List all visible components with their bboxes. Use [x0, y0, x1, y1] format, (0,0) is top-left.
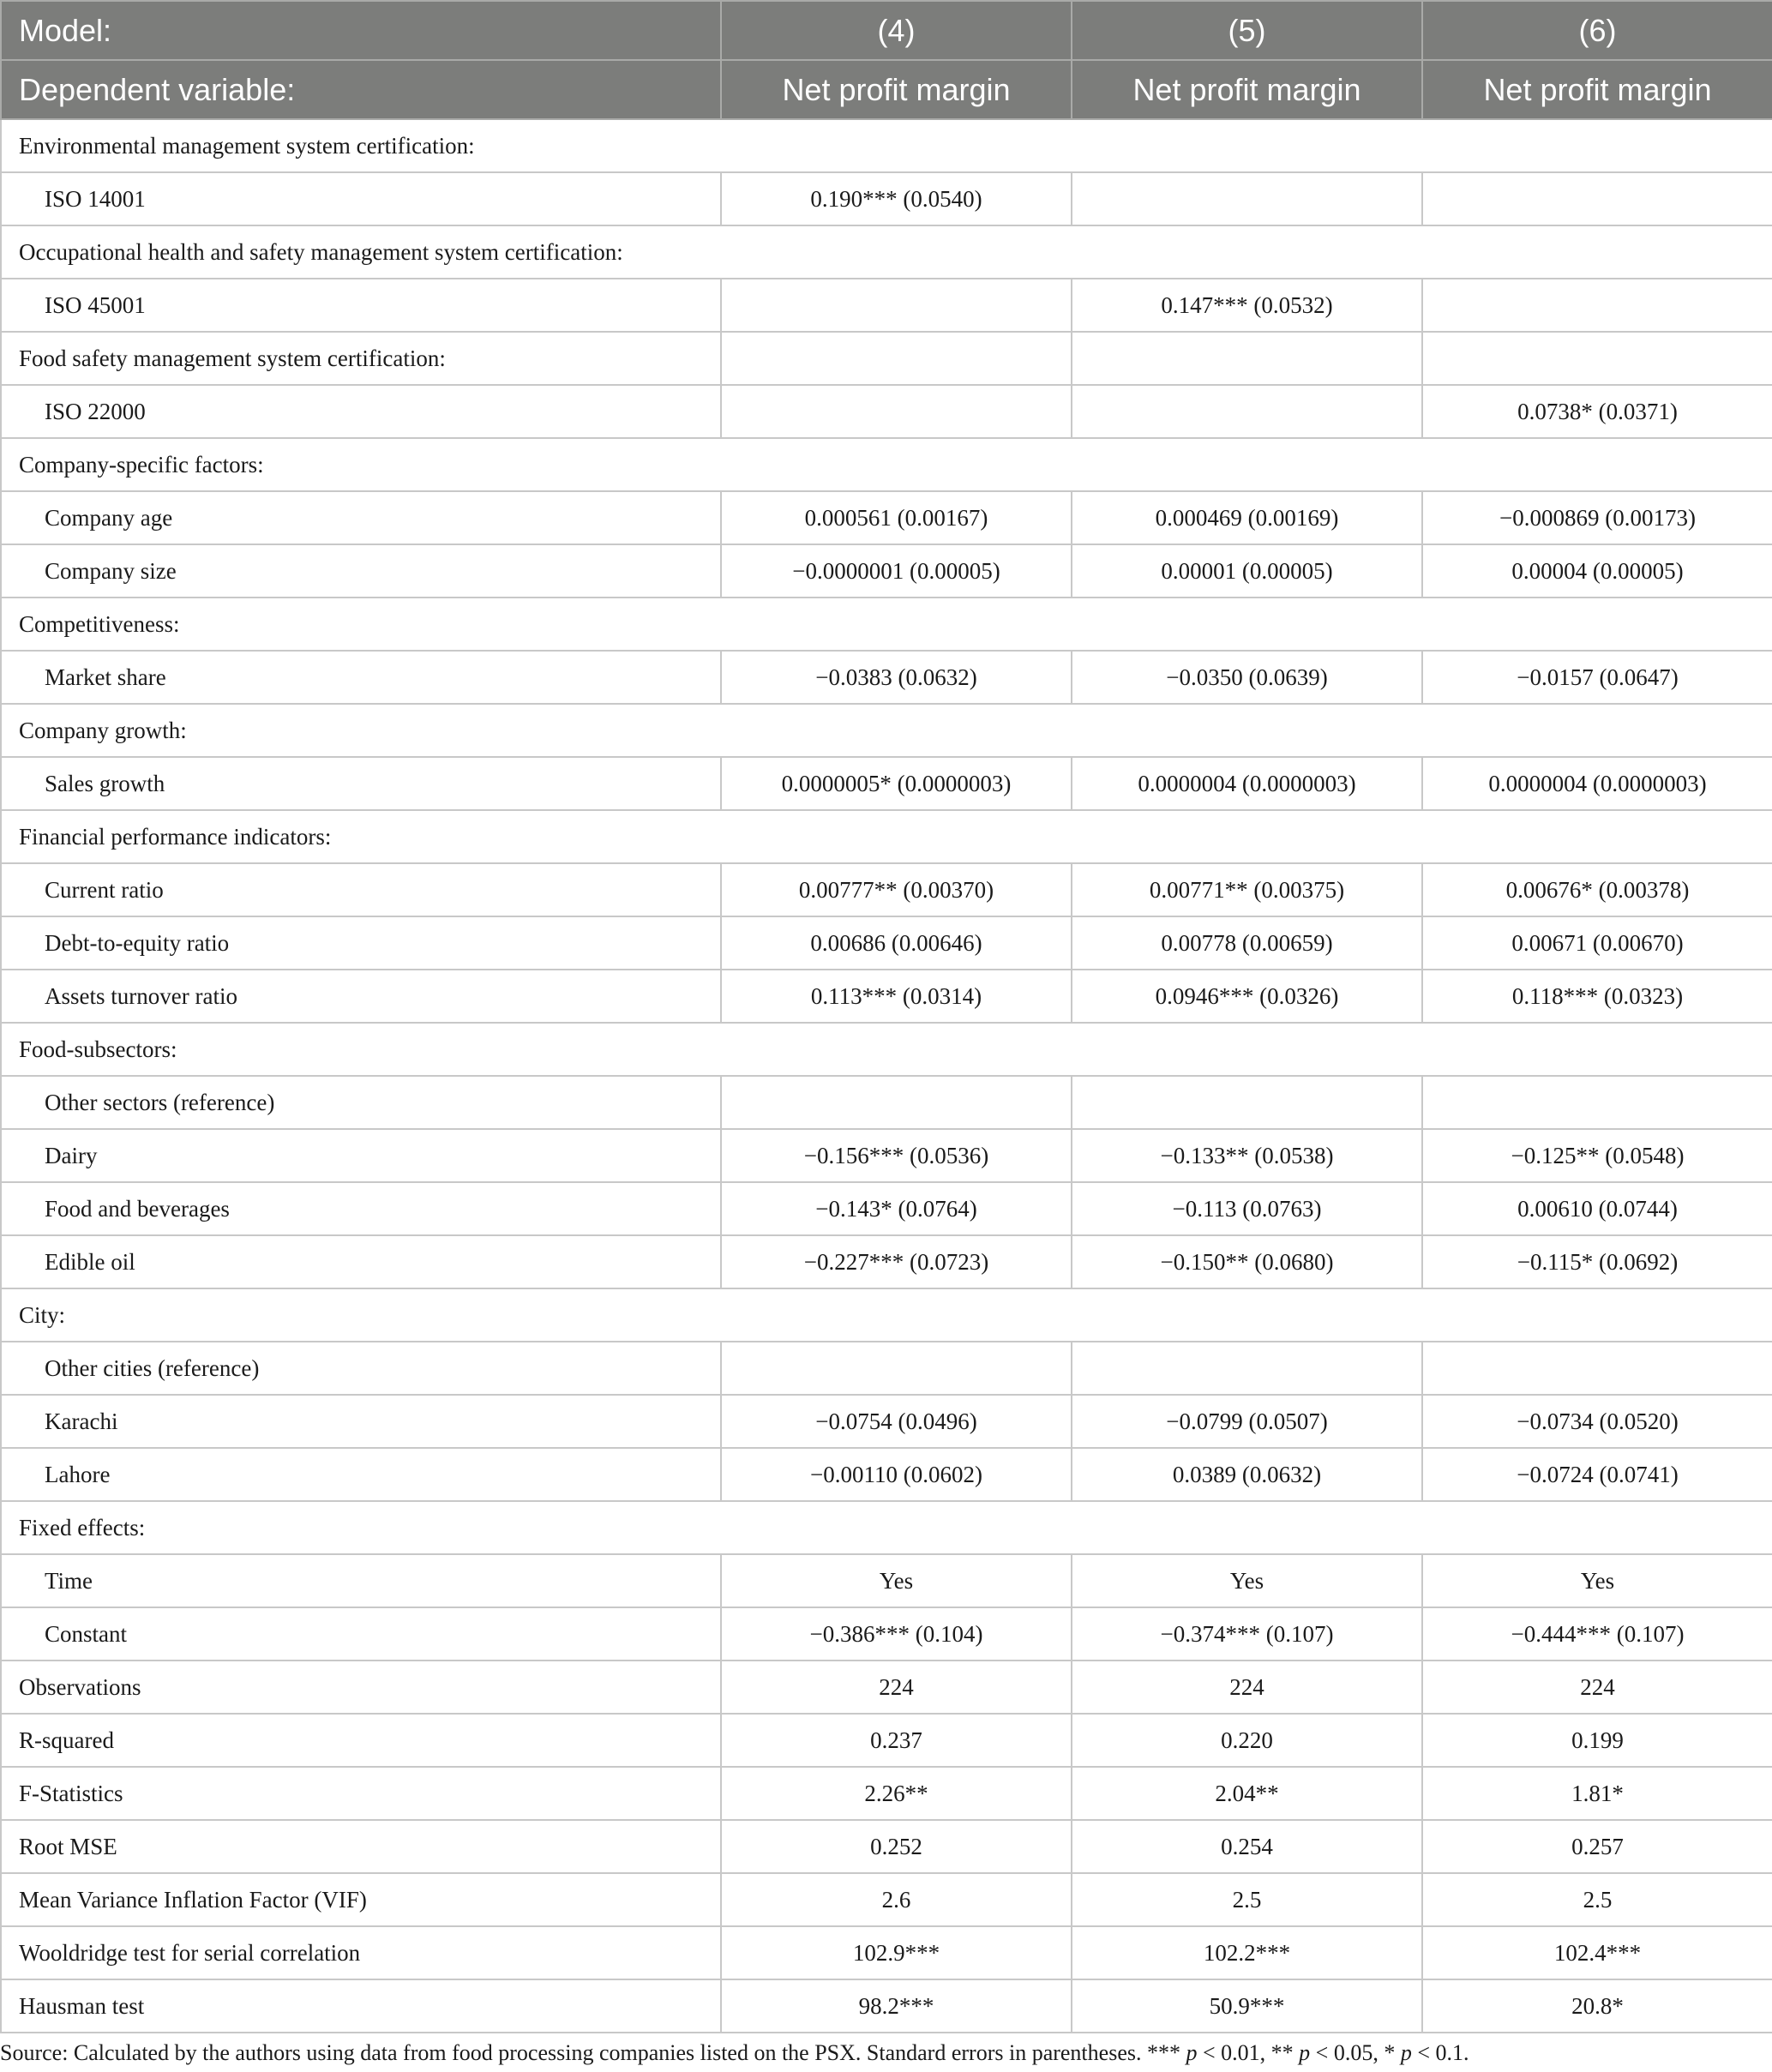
- table-row: [1, 544, 1772, 598]
- section-label: Competitiveness:: [1, 598, 1772, 651]
- model-4-value: 2.6: [721, 1873, 1072, 1926]
- table-row: [1, 651, 1772, 704]
- model-5-value: 50.9***: [1072, 1979, 1422, 2033]
- table-row: [1, 1926, 1772, 1979]
- section-row: [1, 1501, 1772, 1554]
- model-5-value: 224: [1072, 1661, 1422, 1714]
- row-label: Root MSE: [1, 1820, 721, 1873]
- model-4-value: 0.252: [721, 1820, 1072, 1873]
- table-body: [1, 119, 1772, 2033]
- table-row: [1, 916, 1772, 970]
- section-row: [1, 1288, 1772, 1342]
- model-6-value: 102.4***: [1422, 1926, 1772, 1979]
- model-4-value: −0.0383 (0.0632): [721, 651, 1072, 704]
- row-label: Company age: [1, 491, 721, 544]
- model-4-value: Yes: [721, 1554, 1072, 1607]
- model-5-value: 0.000469 (0.00169): [1072, 491, 1422, 544]
- section-row: [1, 810, 1772, 863]
- model-5-value: 2.04**: [1072, 1767, 1422, 1820]
- section-label: Company-specific factors:: [1, 438, 1772, 491]
- model-5-value: 102.2***: [1072, 1926, 1422, 1979]
- row-label: Time: [1, 1554, 721, 1607]
- model-5-value: 0.147*** (0.0532): [1072, 279, 1422, 332]
- table-row: [1, 172, 1772, 225]
- model-5-value: 0.0946*** (0.0326): [1072, 970, 1422, 1023]
- section-row: [1, 598, 1772, 651]
- row-label: Mean Variance Inflation Factor (VIF): [1, 1873, 721, 1926]
- model-label: Model:: [1, 1, 721, 60]
- row-label: Debt-to-equity ratio: [1, 916, 721, 970]
- header-row-dependent-variable: [1, 60, 1772, 119]
- table-row: [1, 1820, 1772, 1873]
- model-6-value: [1422, 172, 1772, 225]
- model-6-value: −0.0734 (0.0520): [1422, 1395, 1772, 1448]
- empty-cell: [721, 332, 1072, 385]
- table-row: [1, 1448, 1772, 1501]
- model-4-value: −0.386*** (0.104): [721, 1607, 1072, 1661]
- model-5-value: [1072, 385, 1422, 438]
- model-6-value: 0.00676* (0.00378): [1422, 863, 1772, 916]
- model-5-value: −0.133** (0.0538): [1072, 1129, 1422, 1182]
- model-4-value: 0.113*** (0.0314): [721, 970, 1072, 1023]
- section-row: [1, 704, 1772, 757]
- model-6-value: [1422, 1342, 1772, 1395]
- row-label: Dairy: [1, 1129, 721, 1182]
- section-label: City:: [1, 1288, 1772, 1342]
- model-5-value: 0.00001 (0.00005): [1072, 544, 1422, 598]
- table-row: [1, 1076, 1772, 1129]
- table-row: [1, 1554, 1772, 1607]
- model-5-header: (5): [1072, 1, 1422, 60]
- model-6-value: −0.0724 (0.0741): [1422, 1448, 1772, 1501]
- section-row: [1, 225, 1772, 279]
- sig-level-1: < 0.01, **: [1197, 2040, 1300, 2065]
- sig-level-3: < 0.1.: [1411, 2040, 1469, 2065]
- dependent-variable-label: Dependent variable:: [1, 60, 721, 119]
- model-6-value: −0.444*** (0.107): [1422, 1607, 1772, 1661]
- model-6-value: 0.0000004 (0.0000003): [1422, 757, 1772, 810]
- model-4-value: −0.143* (0.0764): [721, 1182, 1072, 1235]
- dependent-variable-4: Net profit margin: [721, 60, 1072, 119]
- table-row: [1, 1129, 1772, 1182]
- model-4-value: 0.00777** (0.00370): [721, 863, 1072, 916]
- model-6-value: 2.5: [1422, 1873, 1772, 1926]
- model-5-value: 0.0000004 (0.0000003): [1072, 757, 1422, 810]
- section-label: Company growth:: [1, 704, 1772, 757]
- table-row: [1, 1342, 1772, 1395]
- source-note: [0, 2033, 1772, 2066]
- row-label: Food and beverages: [1, 1182, 721, 1235]
- model-4-value: −0.00110 (0.0602): [721, 1448, 1072, 1501]
- empty-cell: [1072, 332, 1422, 385]
- model-4-value: −0.0000001 (0.00005): [721, 544, 1072, 598]
- table-row: [1, 1979, 1772, 2033]
- model-4-header: (4): [721, 1, 1072, 60]
- row-label: ISO 22000: [1, 385, 721, 438]
- model-4-value: −0.227*** (0.0723): [721, 1235, 1072, 1288]
- table-row: [1, 1607, 1772, 1661]
- model-6-value: 0.257: [1422, 1820, 1772, 1873]
- table-row: [1, 491, 1772, 544]
- model-4-value: [721, 1342, 1072, 1395]
- model-6-value: −0.000869 (0.00173): [1422, 491, 1772, 544]
- model-4-value: [721, 385, 1072, 438]
- row-label: Lahore: [1, 1448, 721, 1501]
- table-row: [1, 1714, 1772, 1767]
- model-5-value: 0.254: [1072, 1820, 1422, 1873]
- model-6-value: [1422, 1076, 1772, 1129]
- row-label: Hausman test: [1, 1979, 721, 2033]
- model-5-value: 0.00778 (0.00659): [1072, 916, 1422, 970]
- model-5-value: Yes: [1072, 1554, 1422, 1607]
- sig-level-2: < 0.05, *: [1310, 2040, 1401, 2065]
- model-5-value: 2.5: [1072, 1873, 1422, 1926]
- model-6-value: 0.00671 (0.00670): [1422, 916, 1772, 970]
- model-4-value: 98.2***: [721, 1979, 1072, 2033]
- model-5-value: −0.0799 (0.0507): [1072, 1395, 1422, 1448]
- section-row: [1, 119, 1772, 172]
- section-label: Financial performance indicators:: [1, 810, 1772, 863]
- model-5-value: −0.0350 (0.0639): [1072, 651, 1422, 704]
- model-4-value: 0.000561 (0.00167): [721, 491, 1072, 544]
- table-row: [1, 757, 1772, 810]
- model-5-value: [1072, 1076, 1422, 1129]
- source-text: Source: Calculated by the authors using data from food processing companies listed on the PSX. Standard errors in parentheses. ***: [0, 2040, 1186, 2065]
- model-6-value: 0.0738* (0.0371): [1422, 385, 1772, 438]
- section-row: [1, 332, 1772, 385]
- p-symbol: p: [1299, 2040, 1311, 2065]
- row-label: Edible oil: [1, 1235, 721, 1288]
- model-6-value: 0.118*** (0.0323): [1422, 970, 1772, 1023]
- model-4-value: −0.156*** (0.0536): [721, 1129, 1072, 1182]
- section-label: Food safety management system certification:: [1, 332, 721, 385]
- model-5-value: 0.00771** (0.00375): [1072, 863, 1422, 916]
- table-row: [1, 863, 1772, 916]
- row-label: Observations: [1, 1661, 721, 1714]
- header-row-model: [1, 1, 1772, 60]
- model-4-value: 224: [721, 1661, 1072, 1714]
- table-row: [1, 279, 1772, 332]
- model-6-value: −0.125** (0.0548): [1422, 1129, 1772, 1182]
- model-5-value: 0.220: [1072, 1714, 1422, 1767]
- table-row: [1, 1395, 1772, 1448]
- empty-cell: [1422, 332, 1772, 385]
- model-5-value: −0.150** (0.0680): [1072, 1235, 1422, 1288]
- table-row: [1, 1661, 1772, 1714]
- table-row: [1, 1873, 1772, 1926]
- model-5-value: [1072, 1342, 1422, 1395]
- model-6-value: 0.00004 (0.00005): [1422, 544, 1772, 598]
- row-label: F-Statistics: [1, 1767, 721, 1820]
- model-4-value: 0.00686 (0.00646): [721, 916, 1072, 970]
- row-label: Company size: [1, 544, 721, 598]
- row-label: Other sectors (reference): [1, 1076, 721, 1129]
- model-6-value: 0.00610 (0.0744): [1422, 1182, 1772, 1235]
- model-4-value: 102.9***: [721, 1926, 1072, 1979]
- model-4-value: 0.0000005* (0.0000003): [721, 757, 1072, 810]
- table-row: [1, 1182, 1772, 1235]
- model-6-value: −0.0157 (0.0647): [1422, 651, 1772, 704]
- section-row: [1, 438, 1772, 491]
- dependent-variable-5: Net profit margin: [1072, 60, 1422, 119]
- model-5-value: −0.113 (0.0763): [1072, 1182, 1422, 1235]
- model-4-value: −0.0754 (0.0496): [721, 1395, 1072, 1448]
- p-symbol: p: [1400, 2040, 1412, 2065]
- table-row: [1, 1235, 1772, 1288]
- row-label: Current ratio: [1, 863, 721, 916]
- model-6-value: Yes: [1422, 1554, 1772, 1607]
- row-label: Other cities (reference): [1, 1342, 721, 1395]
- model-6-value: 224: [1422, 1661, 1772, 1714]
- p-symbol: p: [1186, 2040, 1198, 2065]
- row-label: Wooldridge test for serial correlation: [1, 1926, 721, 1979]
- row-label: Market share: [1, 651, 721, 704]
- model-6-value: 0.199: [1422, 1714, 1772, 1767]
- row-label: Assets turnover ratio: [1, 970, 721, 1023]
- model-4-value: 0.190*** (0.0540): [721, 172, 1072, 225]
- section-row: [1, 1023, 1772, 1076]
- model-5-value: 0.0389 (0.0632): [1072, 1448, 1422, 1501]
- table-row: [1, 385, 1772, 438]
- section-label: Environmental management system certification:: [1, 119, 1772, 172]
- model-6-value: 1.81*: [1422, 1767, 1772, 1820]
- model-6-value: [1422, 279, 1772, 332]
- model-6-value: −0.115* (0.0692): [1422, 1235, 1772, 1288]
- row-label: ISO 45001: [1, 279, 721, 332]
- table-row: [1, 1767, 1772, 1820]
- model-6-header: (6): [1422, 1, 1772, 60]
- section-label: Occupational health and safety management system certification:: [1, 225, 1772, 279]
- section-label: Food-subsectors:: [1, 1023, 1772, 1076]
- model-6-value: 20.8*: [1422, 1979, 1772, 2033]
- model-4-value: [721, 1076, 1072, 1129]
- row-label: Karachi: [1, 1395, 721, 1448]
- row-label: ISO 14001: [1, 172, 721, 225]
- table-row: [1, 970, 1772, 1023]
- model-4-value: 2.26**: [721, 1767, 1072, 1820]
- row-label: Sales growth: [1, 757, 721, 810]
- model-5-value: −0.374*** (0.107): [1072, 1607, 1422, 1661]
- dependent-variable-6: Net profit margin: [1422, 60, 1772, 119]
- row-label: Constant: [1, 1607, 721, 1661]
- model-4-value: 0.237: [721, 1714, 1072, 1767]
- row-label: R-squared: [1, 1714, 721, 1767]
- section-label: Fixed effects:: [1, 1501, 1772, 1554]
- model-4-value: [721, 279, 1072, 332]
- model-5-value: [1072, 172, 1422, 225]
